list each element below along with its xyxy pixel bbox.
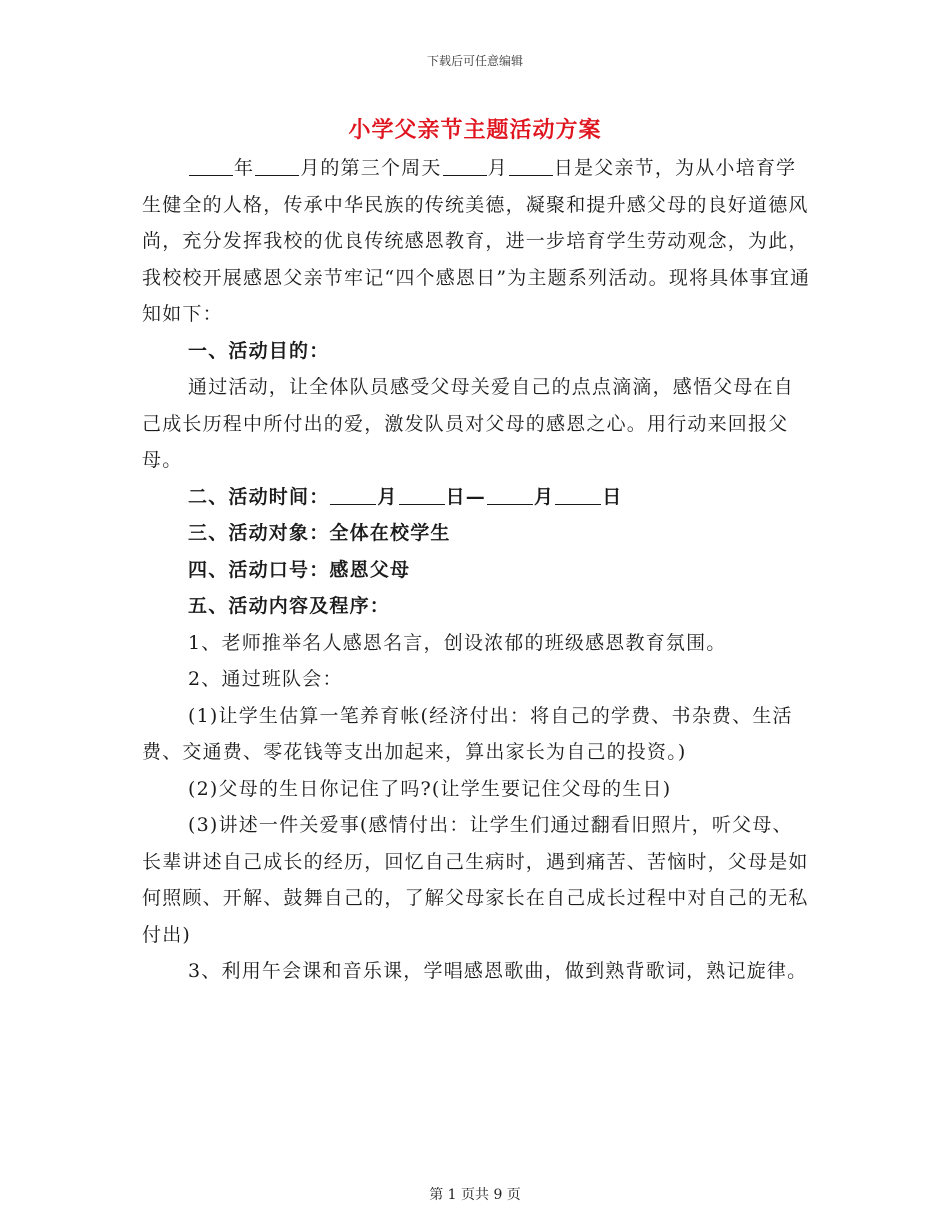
time-text: 日—: [445, 485, 487, 508]
section-heading-purpose: 一、活动目的：: [188, 339, 330, 362]
intro-text: 月的第三个周天: [300, 157, 442, 179]
intro-text: 年: [234, 157, 255, 179]
page-footer: 第 1 页共 9 页: [429, 1187, 521, 1203]
time-text: 日: [602, 485, 623, 508]
section-heading-content: 五、活动内容及程序：: [188, 595, 391, 617]
content-item-1: 1、老师推举名人感恩名言，创设浓郁的班级感恩教育氛围。: [188, 631, 727, 654]
blank-field: [555, 485, 601, 505]
intro-text: 日是父亲节，为从小培育学生健全的人格，传承中华民族的传统美德，凝聚和提升感父母的良好道德风尚，充分发挥我校的优良传统感恩教育，进一步培育学生劳动观念，为此，我校校开展感恩父亲节牢记“四个感恩日”为主题系列活动。现将具体事宜通知如下：: [142, 157, 811, 325]
content-subitem-1: (1)让学生估算一笔养育帐(经济付出：将自己的学费、书杂费、生活费、交通费、零花钱等支出加起来，算出家长为自己的投资。): [142, 704, 793, 763]
blank-field: [189, 156, 233, 176]
blank-field: [330, 485, 376, 505]
intro-text: 月: [487, 157, 508, 179]
document-title: 小学父亲节主题活动方案: [348, 117, 602, 143]
content-subitem-2: (2)父母的生日你记住了吗?(让学生要记住父母的生日): [188, 777, 672, 800]
section-heading-time: [142, 479, 812, 516]
blank-field: [255, 156, 299, 176]
document-body: [142, 150, 812, 990]
blank-field: [443, 156, 487, 176]
header-note: 下载后可任意编辑: [426, 54, 523, 68]
time-text: 月: [377, 485, 398, 508]
content-subitem-3: (3)讲述一件关爱事(感情付出：让学生们通过翻看旧照片，听父母、长辈讲述自己成长的经历，回忆自己生病时，遇到痛苦、苦恼时，父母是如何照顾、开解、鼓舞自己的，了解父母家长在自己成长过程中对自己的无私付出): [142, 814, 809, 946]
blank-field: [399, 485, 445, 505]
content-item-3: 3、利用午会课和音乐课，学唱感恩歌曲，做到熟背歌词，熟记旋律。: [188, 960, 808, 982]
blank-field: [509, 156, 553, 176]
intro-paragraph: [142, 150, 812, 333]
blank-field: [487, 485, 533, 505]
time-text: 月: [534, 485, 555, 508]
section-purpose-text: 通过活动，让全体队员感受父母关爱自己的点点滴滴，感悟父母在自己成长历程中所付出的爱，激发队员对父母的感恩之心。用行动来回报父母。: [142, 376, 795, 471]
content-item-2: 2、通过班队会：: [188, 668, 343, 690]
section-heading-target: 三、活动对象：全体在校学生: [188, 522, 451, 544]
time-label: 二、活动时间：: [188, 485, 330, 508]
section-heading-slogan: 四、活动口号：感恩父母: [188, 558, 411, 581]
